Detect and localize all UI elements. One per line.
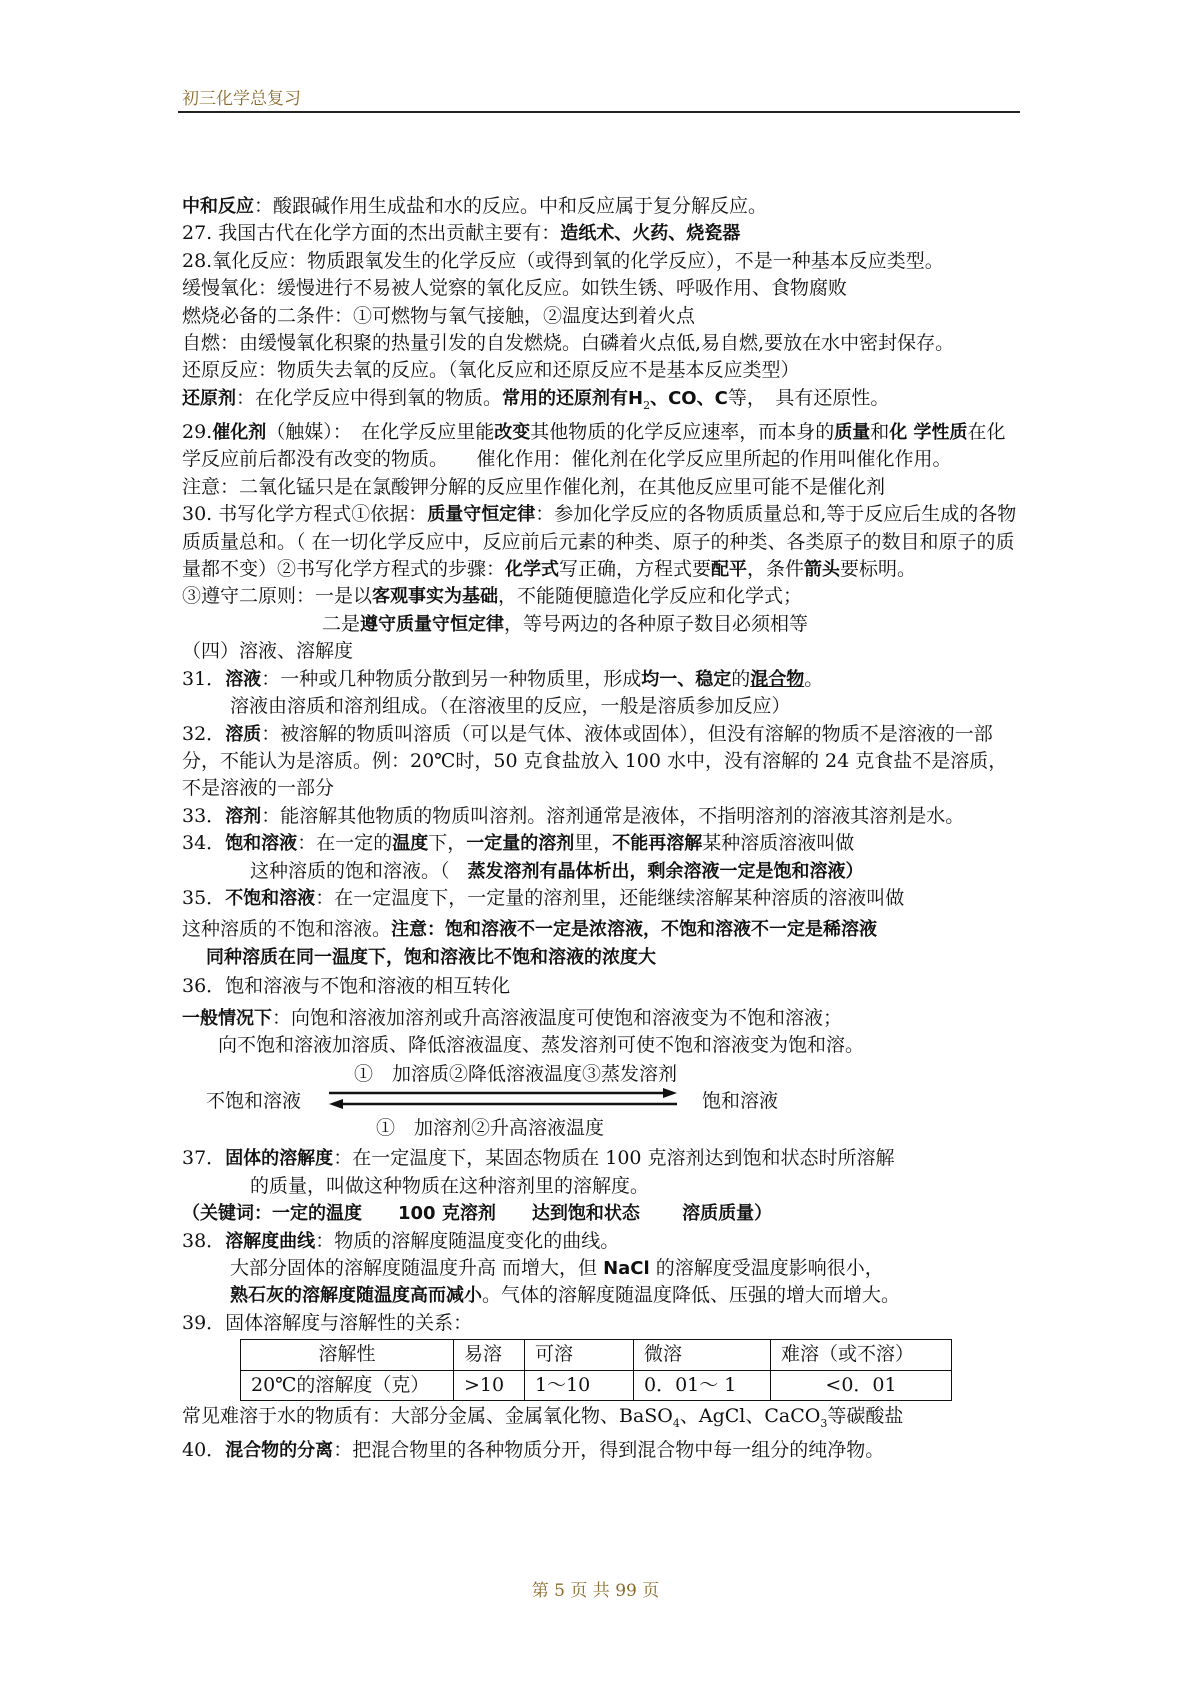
text: 37． xyxy=(182,1147,226,1170)
text: ：在一定的 xyxy=(297,832,393,855)
text: 等， 具有还原性。 xyxy=(727,386,890,409)
subscript: 3 xyxy=(820,1416,828,1430)
text: ：物质的溶解度随温度变化的曲线。 xyxy=(315,1229,620,1252)
paragraph-36-line2: 向不饱和溶液加溶质、降低溶液温度、蒸发溶剂可使不饱和溶液变为饱和溶。 xyxy=(218,1033,865,1056)
paragraph-36-line1 xyxy=(182,1005,1022,1032)
term-solute: 溶质 xyxy=(225,723,262,745)
paragraph-37-keywords xyxy=(182,1200,1022,1227)
paragraph-29 xyxy=(182,419,1022,474)
table-cell: >10 xyxy=(454,1370,525,1400)
paragraph-28-line2: 缓慢氧化：缓慢进行不易被人觉察的氧化反应。如铁生锈、呼吸作用、食物腐败 xyxy=(182,277,848,300)
paragraph-35-line3 xyxy=(182,944,1022,971)
bold-text: 温度 xyxy=(392,833,429,855)
text: ：在一定温度下，某固态物质在 100 克溶剂达到饱和状态时所溶解 xyxy=(333,1147,895,1170)
table-cell: <0．01 xyxy=(771,1370,952,1400)
term-saturated-solution: 饱和溶液 xyxy=(225,833,298,855)
underlined-text: 混合物 xyxy=(750,668,805,690)
paragraph-35 xyxy=(182,885,1022,912)
term-solution: 溶液 xyxy=(225,668,262,690)
table-row xyxy=(241,1370,952,1400)
text: 的溶解度受温度影响很小， xyxy=(649,1257,884,1280)
bold-text: 一般情况下 xyxy=(182,1007,272,1029)
paragraph-36-title: 36．饱和溶液与不饱和溶液的相互转化 xyxy=(182,975,511,998)
bold-text: 化 学性质 xyxy=(889,422,968,444)
text: 写正确，方程式要 xyxy=(559,558,712,581)
paragraph-28-line1: 28.氧化反应：物质跟氧发生的化学反应（或得到氧的化学反应），不是一种基本反应类型。 xyxy=(182,249,944,272)
term-neutralization: 中和反应 xyxy=(182,196,254,217)
bold-text: 、CO、C xyxy=(650,387,728,409)
paragraph-34 xyxy=(182,830,1022,857)
paragraph-reducing-agent xyxy=(182,385,1022,419)
text: 33． xyxy=(182,804,226,827)
paragraph-38-line3 xyxy=(182,1282,1022,1309)
paragraph-28-line3: 燃烧必备的二条件：①可燃物与氧气接触，②温度达到着火点 xyxy=(182,304,696,327)
text: 。 xyxy=(804,667,824,690)
bold-text: 箭头 xyxy=(804,559,841,581)
page-footer: 第 5 页 共 99 页 xyxy=(531,1581,660,1601)
paragraph-27 xyxy=(182,220,1022,247)
solubility-table xyxy=(240,1339,952,1401)
text: ，等号两边的各种原子数目必须相等 xyxy=(504,612,809,635)
text: （触媒）： 在化学反应里能 xyxy=(266,421,495,444)
text: ：酸跟碱作用生成盐和水的反应。中和反应属于复分解反应。 xyxy=(254,195,768,217)
text: 35． xyxy=(182,886,226,909)
diagram-top-label: ① 加溶质②降低溶液温度③蒸发溶剂 xyxy=(354,1063,678,1086)
text: 和 xyxy=(870,421,890,444)
bold-text: 常用的还原剂有 xyxy=(502,387,629,409)
table-cell: 20℃的溶解度（克） xyxy=(241,1370,454,1400)
paragraph-38-line2 xyxy=(182,1255,1022,1282)
text: 下， xyxy=(428,832,467,855)
text: ：在一定温度下，一定量的溶剂里，还能继续溶解某种溶质的溶液叫做 xyxy=(315,886,905,909)
text: ：把混合物里的各种物质分开，得到混合物中每一组分的纯净物。 xyxy=(333,1439,885,1462)
text: ：在化学反应中得到氧的物质。 xyxy=(236,386,503,409)
subscript: 4 xyxy=(672,1416,680,1430)
text: ：参加化学反应的各物质质量总和,等于反应后生成的各物质质量总和。（ 在一切化学反应中，反应前后元素的种类、原子的种类、各类原子的数目和原子的质量都不变）②书写化学方程式的步骤： xyxy=(182,503,1017,581)
text: 某种溶质溶液叫做 xyxy=(702,832,855,855)
paragraph-30-rule1 xyxy=(182,583,1022,610)
paragraph-30 xyxy=(182,501,1022,583)
bold-text: 造纸术、火药、烧瓷器 xyxy=(560,223,741,245)
section-4-title: （四）溶液、溶解度 xyxy=(182,640,354,663)
table-cell: 溶解性 xyxy=(241,1340,454,1370)
bold-text: 化学式 xyxy=(505,559,560,581)
paragraph-neutralization xyxy=(182,193,1022,220)
table-cell: 易溶 xyxy=(454,1340,525,1370)
paragraph-37 xyxy=(182,1145,1022,1172)
term-solubility: 固体的溶解度 xyxy=(225,1148,334,1170)
text: 32． xyxy=(182,722,226,745)
table-header-row xyxy=(241,1340,952,1370)
diagram-left-label: 不饱和溶液 xyxy=(206,1090,302,1113)
paragraph-39-title: 39．固体溶解度与溶解性的关系： xyxy=(182,1311,473,1334)
bold-text: 均一、稳定 xyxy=(641,668,732,690)
text: 34． xyxy=(182,832,226,855)
paragraph-33 xyxy=(182,803,1022,830)
paragraph-35-line2 xyxy=(182,916,1022,943)
bold-text: 不能再溶解 xyxy=(612,833,703,855)
table-cell: 难溶（或不溶） xyxy=(771,1340,952,1370)
text: 这种溶质的饱和溶液。（ xyxy=(250,859,450,882)
text: 要标明。 xyxy=(840,558,917,581)
text: 大部分固体的溶解度随温度升高 而增大，但 xyxy=(230,1257,604,1280)
paragraph-38 xyxy=(182,1228,1022,1255)
text: 、AgCl、CaCO xyxy=(679,1405,821,1428)
subscript: 2 xyxy=(643,398,651,412)
paragraph-39-note xyxy=(182,1403,1022,1437)
text: 31． xyxy=(182,667,226,690)
paragraph-40 xyxy=(182,1437,1022,1464)
table-cell: 微溶 xyxy=(634,1340,771,1370)
bold-text: 客观事实为基础 xyxy=(372,586,499,608)
conversion-diagram xyxy=(182,1061,1022,1143)
paragraph-34-line2 xyxy=(182,858,1022,885)
text: ：能溶解其他物质的物质叫溶剂。溶剂通常是液体，不指明溶剂的溶液其溶剂是水。 xyxy=(261,804,965,827)
text: 27. 我国古代在化学方面的杰出贡献主要有： xyxy=(182,222,561,245)
document-body xyxy=(182,193,1022,1465)
bold-text: 同种溶质在同一温度下，饱和溶液比不饱和溶液的浓度大 xyxy=(206,946,656,968)
bold-text: 熟石灰的溶解度随温度高而减小 xyxy=(230,1285,482,1307)
text: ：被溶解的物质叫溶质（可以是气体、液体或固体），但没有溶解的物质不是溶液的一部分，不能认为是溶质。例：20℃时，50 克食盐放入 100 水中，没有溶解的 24 克食盐不是溶质，不是溶液的一部分 xyxy=(182,722,1008,800)
paragraph-29-note: 注意：二氧化锰只是在氯酸钾分解的反应里作催化剂，在其他反应里可能不是催化剂 xyxy=(182,475,886,498)
paragraph-32 xyxy=(182,721,1022,803)
text: 的 xyxy=(731,667,751,690)
text: 其他物质的化学反应速率，而本身的 xyxy=(530,421,835,444)
text: 40． xyxy=(182,1439,226,1462)
bold-text: 质量守恒定律 xyxy=(427,504,536,526)
bold-text: 注意：饱和溶液不一定是浓溶液，不饱和溶液不一定是稀溶液 xyxy=(391,919,878,941)
bold-text: 遵守质量守恒定律 xyxy=(360,613,505,635)
table-cell: 可溶 xyxy=(525,1340,634,1370)
bold-text: 蒸发溶剂有晶体析出，剩余溶液一定是饱和溶液） xyxy=(449,860,864,882)
diagram-bottom-label: ① 加溶剂②升高溶液温度 xyxy=(376,1117,605,1140)
diagram-right-label: 饱和溶液 xyxy=(702,1090,779,1113)
text: 30. 书写化学方程式①依据： xyxy=(182,503,428,526)
text: 。气体的溶解度随温度降低、压强的增大而增大。 xyxy=(482,1284,901,1307)
text: 里， xyxy=(574,832,613,855)
text: 常见难溶于水的物质有：大部分金属、金属氧化物、BaSO xyxy=(182,1405,673,1428)
text: 38． xyxy=(182,1229,226,1252)
paragraph-31-line2: 溶液由溶质和溶剂组成。（在溶液里的反应，一般是溶质参加反应） xyxy=(230,695,791,718)
text: 29. xyxy=(182,421,213,444)
bold-text: （关键词：一定的温度 100 克溶剂 达到饱和状态 溶质质量） xyxy=(182,1203,773,1225)
bold-text: 配平 xyxy=(711,559,748,581)
text: ③遵守二原则：一是以 xyxy=(182,585,373,608)
term-catalyst: 催化剂 xyxy=(212,422,267,444)
paragraph-37-line2: 的质量，叫做这种物质在这种溶剂里的溶解度。 xyxy=(250,1174,650,1197)
term-solubility-curve: 溶解度曲线 xyxy=(225,1230,316,1252)
text: 等碳酸盐 xyxy=(827,1405,904,1428)
text: ，不能随便臆造化学反应和化学式； xyxy=(498,585,803,608)
formula-h2: H xyxy=(628,387,644,409)
text: 二是 xyxy=(322,612,361,635)
text: ，条件 xyxy=(747,558,805,581)
paragraph-28-line4: 自燃：由缓慢氧化积聚的热量引发的自发燃烧。白磷着火点低,易自燃,要放在水中密封保存。 xyxy=(182,332,955,355)
header-title: 初三化学总复习 xyxy=(182,89,301,109)
term-reducing-agent: 还原剂 xyxy=(182,387,236,409)
paragraph-30-rule2 xyxy=(182,611,1022,638)
term-unsaturated-solution: 不饱和溶液 xyxy=(225,887,316,909)
bold-text: NaCl xyxy=(603,1258,650,1280)
bold-text: 一定量的溶剂 xyxy=(466,833,575,855)
text: 在化学反应前后都没有改变的物质。 催化作用：催化剂在化学反应里所起的作用叫催化作用。 xyxy=(182,421,1006,471)
term-solvent: 溶剂 xyxy=(225,805,262,827)
text: 这种溶质的不饱和溶液。 xyxy=(182,918,392,941)
bold-text: 质量 xyxy=(834,422,871,444)
header-divider xyxy=(178,111,1020,113)
double-arrow-icon xyxy=(327,1087,679,1111)
term-mixture-separation: 混合物的分离 xyxy=(225,1440,334,1462)
paragraph-28-line5: 还原反应：物质失去氧的反应。（氧化反应和还原反应不是基本反应类型） xyxy=(182,359,800,382)
text: ：向饱和溶液加溶剂或升高溶液温度可使饱和溶液变为不饱和溶液； xyxy=(272,1006,843,1029)
bold-text: 改变 xyxy=(494,422,531,444)
table-cell: 0．01～ 1 xyxy=(634,1370,771,1400)
table-cell: 1～10 xyxy=(525,1370,634,1400)
paragraph-31 xyxy=(182,666,1022,693)
text: ：一种或几种物质分散到另一种物质里，形成 xyxy=(261,667,642,690)
